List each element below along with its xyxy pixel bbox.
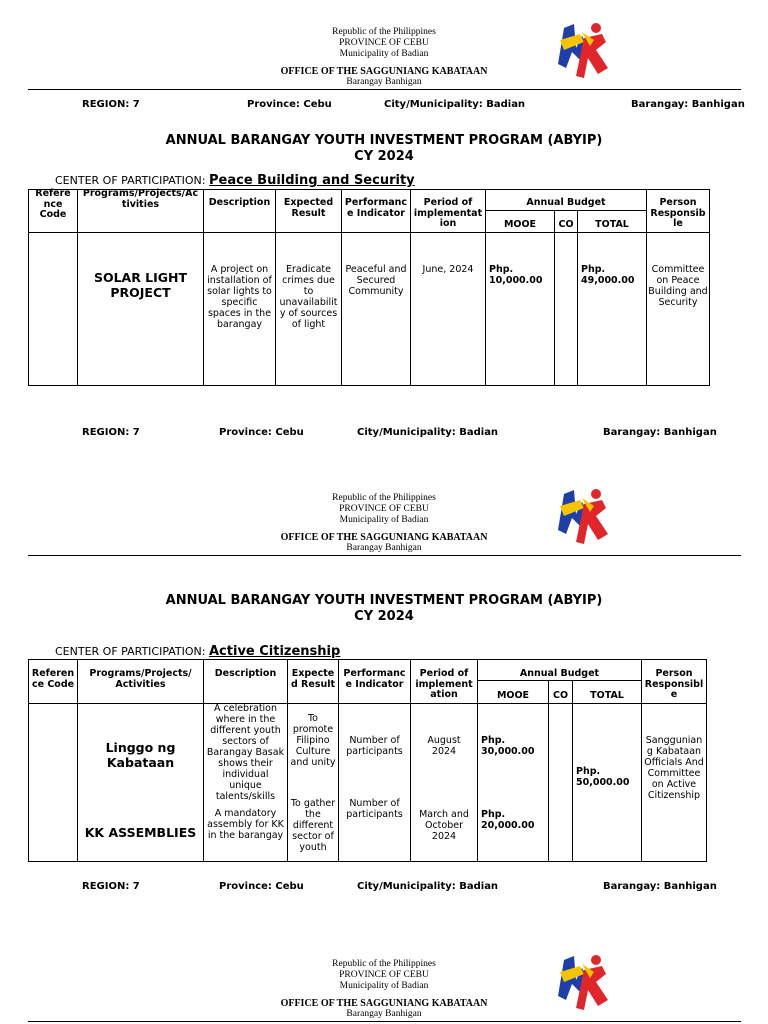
td-mooe-cell [477, 703, 549, 862]
th-co: CO [552, 690, 569, 701]
cop-label: CENTER OF PARTICIPATION: [55, 645, 206, 658]
th-period: Period of implementat ion [413, 197, 483, 229]
th-description: Description [208, 197, 271, 208]
td-performance-cell [341, 232, 411, 386]
header-municipality: Municipality of Badian [339, 515, 429, 525]
person-solar-light: Committee on Peace Building and Security [648, 264, 708, 308]
mooe-linggo-ng-kabataan: Php. 30,000.00 [481, 735, 535, 757]
meta-barangay: Barangay: Banhigan [603, 427, 717, 438]
header-rule [28, 89, 741, 90]
meta-province: Province: Cebu [219, 881, 304, 892]
th-co: CO [558, 219, 574, 230]
header-province: PROVINCE OF CEBU [339, 970, 429, 980]
center-of-participation [55, 644, 340, 659]
header-republic: Republic of the Philippines [332, 27, 436, 37]
mooe-solar-light: Php. 10,000.00 [489, 264, 543, 286]
performance-kk-assemblies: Number of participants [346, 798, 403, 820]
center-of-participation [55, 173, 415, 188]
th-expected: Expected Result [283, 197, 334, 219]
td-co-cell [554, 232, 578, 386]
meta-region: REGION: 7 [82, 427, 140, 438]
th-performance: Performanc e Indicator [344, 197, 408, 219]
description-linggo-ng-kabataan: A celebration where in the different youth sectors of Barangay Basak shows their individual unique talents/skills [206, 703, 285, 802]
meta-city: City/Municipality: Badian [357, 427, 499, 438]
header-province: PROVINCE OF CEBU [339, 504, 429, 514]
th-performance: Performanc e Indicator [343, 668, 406, 690]
meta-barangay: Barangay: Banhigan [631, 99, 745, 110]
mooe-kk-assemblies: Php. 20,000.00 [481, 809, 535, 831]
program-year: CY 2024 [354, 149, 414, 164]
header-republic: Republic of the Philippines [332, 493, 436, 503]
th-total: TOTAL [590, 690, 624, 701]
expected-linggo-ng-kabataan: To promote Filipino Culture and unity [290, 713, 336, 768]
performance-linggo-ng-kabataan: Number of participants [346, 735, 403, 757]
th-description-cell [203, 659, 288, 704]
program-title: ANNUAL BARANGAY YOUTH INVESTMENT PROGRAM (ABYIP) [165, 593, 603, 608]
header-republic: Republic of the Philippines [332, 959, 436, 969]
program-solar-light: SOLAR LIGHT PROJECT [93, 270, 188, 300]
th-expected: Expecte d Result [290, 668, 336, 690]
meta-barangay: Barangay: Banhigan [603, 881, 717, 892]
th-budget: Annual Budget [519, 668, 600, 679]
meta-region: REGION: 7 [82, 881, 140, 892]
header-office: OFFICE OF THE SAGGUNIANG KABATAAN [280, 66, 488, 77]
th-description-cell [203, 189, 276, 233]
td-period-cell [410, 232, 486, 386]
th-mooe: MOOE [496, 690, 530, 701]
cop-value: Peace Building and Security [209, 173, 415, 188]
th-mooe: MOOE [503, 219, 537, 230]
header-barangay: Barangay Banhigan [346, 77, 422, 87]
th-programs: Programs/Projects/ Activities [89, 668, 192, 690]
th-period: Period of implement ation [415, 668, 473, 700]
header-rule [28, 1021, 741, 1022]
th-ref: Referen ce Code [31, 668, 75, 690]
meta-city: City/Municipality: Badian [357, 881, 499, 892]
header-office: OFFICE OF THE SAGGUNIANG KABATAAN [280, 532, 488, 543]
header-municipality: Municipality of Badian [339, 981, 429, 991]
th-programs: Programs/Projects/Ac tivities [82, 188, 199, 210]
td-total-cell [577, 232, 647, 386]
td-ref-cell [28, 703, 78, 862]
person-active-citizenship: Sanggunian g Kabataan Officials And Committee on Active Citizenship [644, 735, 704, 801]
description-kk-assemblies: A mandatory assembly for KK in the barangay [207, 808, 284, 841]
th-ref: Refere nce Code [35, 188, 71, 220]
header-rule [28, 555, 741, 556]
header-barangay: Barangay Banhigan [346, 1009, 422, 1019]
th-total: TOTAL [595, 219, 629, 230]
period-kk-assemblies: March and October 2024 [419, 809, 469, 842]
td-programs-cell [77, 232, 204, 386]
td-ref-cell [28, 232, 78, 386]
cop-label: CENTER OF PARTICIPATION: [55, 174, 206, 187]
td-mooe-cell [485, 232, 555, 386]
period-linggo-ng-kabataan: August 2024 [427, 735, 461, 757]
program-linggo-ng-kabataan: Linggo ng Kabataan [105, 740, 176, 770]
sk-logo-icon [554, 18, 610, 82]
program-title: ANNUAL BARANGAY YOUTH INVESTMENT PROGRAM (ABYIP) [165, 133, 603, 148]
meta-province: Province: Cebu [247, 99, 332, 110]
total-solar-light: Php. 49,000.00 [581, 264, 635, 286]
td-performance-cell [338, 703, 411, 862]
sk-logo-icon [554, 484, 610, 548]
sk-logo-icon [554, 950, 610, 1014]
period-solar-light: June, 2024 [422, 264, 474, 275]
header-province: PROVINCE OF CEBU [339, 38, 429, 48]
expected-kk-assemblies: To gather the different sector of youth [290, 798, 336, 853]
td-co-cell [548, 703, 573, 862]
header-barangay: Barangay Banhigan [346, 543, 422, 553]
performance-solar-light: Peaceful and Secured Community [345, 264, 407, 297]
program-kk-assemblies: KK ASSEMBLIES [84, 825, 197, 840]
total-active-citizenship: Php. 50,000.00 [576, 766, 630, 788]
meta-province: Province: Cebu [219, 427, 304, 438]
header-office: OFFICE OF THE SAGGUNIANG KABATAAN [280, 998, 488, 1009]
header-municipality: Municipality of Badian [339, 49, 429, 59]
description-solar-light: A project on installation of solar lights to specific spaces in the barangay [207, 264, 272, 330]
th-budget: Annual Budget [526, 197, 606, 208]
td-person-cell [646, 232, 710, 386]
cop-value: Active Citizenship [209, 644, 341, 659]
program-year: CY 2024 [354, 609, 414, 624]
th-person: Person Responsibl e [644, 668, 704, 700]
th-description: Description [214, 668, 277, 679]
th-person: Person Responsib le [650, 197, 706, 229]
expected-solar-light: Eradicate crimes due to unavailabilit y of sources of light [279, 264, 338, 330]
meta-city: City/Municipality: Badian [384, 99, 526, 110]
meta-region: REGION: 7 [82, 99, 140, 110]
